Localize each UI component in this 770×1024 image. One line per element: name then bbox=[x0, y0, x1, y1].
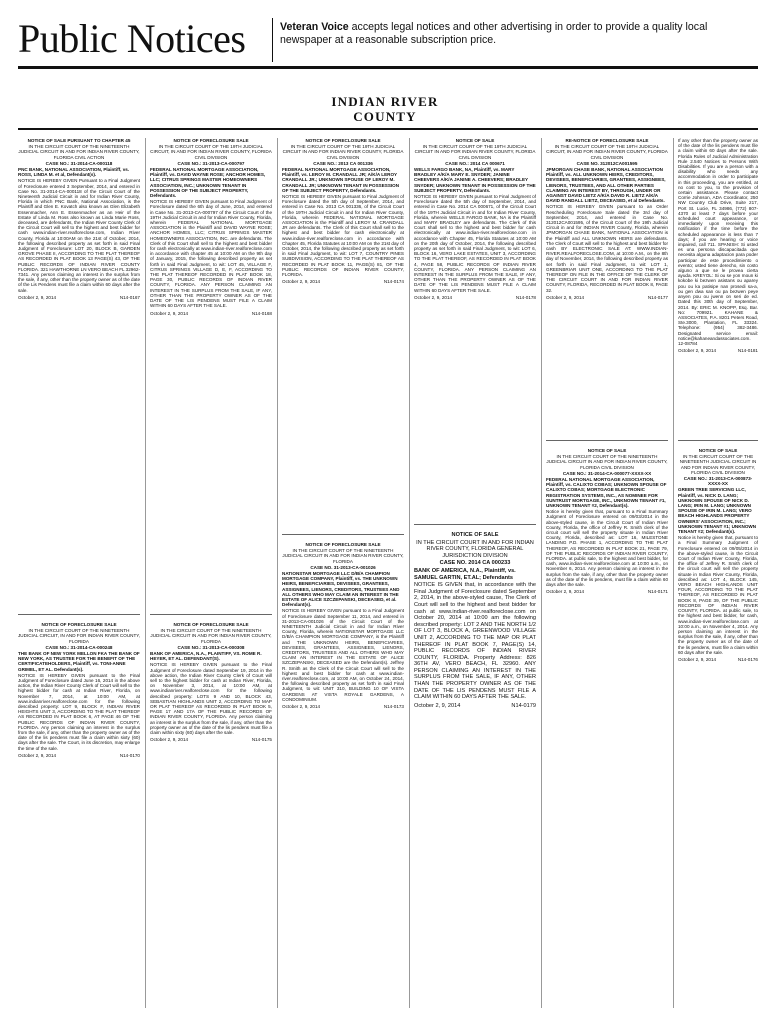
notice-footer bbox=[282, 279, 404, 284]
notice-court: IN THE CIRCUIT COURT OF THE NINETEENTH JUDICIAL CIRCUIT IN AND FOR INDIAN RIVER COUNTY, FLORIDA bbox=[282, 548, 404, 564]
notice-separator bbox=[414, 524, 536, 525]
notice-case-number: CASE NO.: 31-2014-CA-000248 bbox=[45, 644, 113, 650]
notice-court: IN THE CIRCUIT COURT OF THE 19TH JUDICIAL CIRCUIT, IN AND FOR INDIAN RIVER COUNTY, FLORIDA CIVIL DIVISION bbox=[546, 144, 668, 160]
column-4 bbox=[414, 138, 536, 1016]
public-notices-header bbox=[18, 14, 758, 66]
legal-notice bbox=[546, 448, 668, 1012]
header-divider bbox=[272, 18, 273, 62]
notice-separator bbox=[282, 534, 404, 535]
notice-heading: NOTICE OF SALE bbox=[698, 448, 738, 453]
notice-body: NOTICE IS HEREBY GIVEN pursuant to a Final Judgment of Foreclosure dated September 11, 2014, and entered in 31-2013-CA-001026 of the Circuit Court of the NINETEENTH Judicial Circuit in and for Indian River County, Florida, wherein NATIONSTAR MORTGAGE LLC D/B/A CHAMPION MORTGAGE COMPANY, is the Plaintiff and THE UNKNOWN HEIRS, BENEFICIARIES, DEVISEES, GRANTEES, ASSIGNEES, LIENORS, CREDITORS, TRUSTEES AND ALL OTHERS WHO MAY CLAIM AN INTEREST IN THE ESTATE OF ALICE SZCZEPANSKI, DECEASED are the Defendant(s). Jeffrey R. Smith as the Clerk of the Circuit Court will sell to the highest and best bidder for cash at www.indian-river.realforeclose.com, at 10:00 AM, on October 24, 2014, the following described property as set forth in said Final Judgment, to wit: UNIT 310, BUILDING 10 OF VISTA GARDENS AT VISTA ROYALE GARDENS, A CONDOMINIUM. bbox=[282, 608, 404, 702]
notice-footer bbox=[546, 589, 668, 594]
notice-case-number: CASE NO.: 2014 CA 000671 bbox=[445, 160, 505, 166]
notice-case-number: CASE NO.: 31-2014-CA-000077-XXXX-XX bbox=[562, 470, 652, 476]
notice-body: NOTICE IS HEREBY GIVEN pursuant to the Final Judgment of Foreclosure dated September 19, 2014 in the above action, the Indian River County Clerk of Court will sell to the highest bidder for cash at Indian River, Florida, on November 3, 2014, at 10:00 AM, at www.indianriver.realforeclose.com for the following described property: LOTS 9 AND 10, BLOCK 43, SEBASTIAN HIGHLANDS UNIT 2, ACCORDING TO MAP OR PLAT THEREOF AS RECORDED IN PLAT BOOK 5, PAGE 17 AND 17A OF THE PUBLIC RECORDS OF INDIAN RIVER COUNTY, FLORIDA. Any person claiming an interest in the surplus from the sale, if any, other than the property owner as of the date of the lis pendens must file a claim within sixty (60) days after the sale. bbox=[150, 662, 272, 736]
notice-court: IN THE CIRCUIT COURT OF THE NINETEENTH JUDICIAL CIRCUIT IN AND FOR INDIAN RIVER COUNTY, FLORIDA CIVIL DIVISION bbox=[679, 454, 757, 475]
column-3 bbox=[282, 138, 404, 1016]
column-1 bbox=[18, 138, 140, 1016]
notice-body: NOTICE IS HEREBY GIVEN pursuant to an Order Rescheduling Foreclosure Sale dated the 3rd day of September, 2014, and entered in Case No. 312012CA001595, of the Circuit Court of the 19th Judicial Circuit in and for INDIAN RIVER County, Florida, wherein JPMORGAN CHASE BANK, NATIONAL ASSOCIATION is the Plaintiff and ALL UNKNOWN HEIRS are defendants. The Clerk of Court will sell to the highest and best bidder for cash BY ELECTRONIC SALE AT: WWW.INDIAN-RIVER.REALFORECLOSE.COM, at 10:00 A.M., on the 8th day of November, 2014, the following described property as set forth in said Final Judgment, to wit: LOT 1, GREENBRIAR UNIT ONE, ACCORDING TO THE PLAT THEREOF ON FILE IN THE OFFICE OF THE CLERK OF THE CIRCUIT COURT IN AND FOR INDIAN RIVER COUNTY, FLORIDA, RECORDED IN PLAT BOOK 8, PAGE 32. bbox=[546, 204, 668, 293]
section-description bbox=[280, 21, 758, 47]
notice-parties: GREEN TREE SERVICING LLC, Plaintiff, vs. NICK D. LANG; UNKNOWN SPOUSE OF NICK D. LANG; IRIN M. LANG; UNKNOWN SPOUSE OF IRIN M. LANG; VERO BEACH HIGHLANDS PROPERTY OWNERS' ASSOCIATION, INC.; UNKNOWN TENANT #1; UNKNOWN TENANT #2; Defendant(s). bbox=[678, 487, 757, 535]
notice-heading: NOTICE OF FORECLOSURE SALE bbox=[41, 622, 117, 627]
notice-parties: PNC BANK, NATIONAL ASSOCIATION, Plaintiff, vs. ROSS, LINDA M. et al, Defendant(s). bbox=[18, 167, 130, 178]
legal-notice bbox=[18, 138, 140, 608]
section-title: Public Notices bbox=[18, 16, 246, 61]
notice-parties: BANK OF AMERICA, N.A., Plaintiff, vs. SAMUEL GARTIN, ET.AL; Defendants bbox=[414, 567, 516, 581]
notice-id: N14-0170 bbox=[119, 752, 140, 758]
notice-body: NOTICE IS HEREBY GIVEN pursuant to Final Judgment of Foreclosure dated the 5th day of September, 2014, and entered in Case No. 2014 CA 000671, of the Circuit Court of the 19TH Judicial Circuit in and for Indian River County, Florida, wherein WELLS FARGO BANK, NA is the Plaintiff and MARY BRADLEY are defendants. The Clerk of this Court shall sell to the highest and best bidder for cash electronically at www.indian-river.realforeclose.com in accordance with Chapter 45, Florida Statutes at 10:00 AM on the 20th day of October, 2014, the following described property as set forth in said Final Judgment, to wit: LOT 6, BLOCK 16, VERO LAKE ESTATES, UNIT 3, ACCORDING TO THE PLAT THEREOF, AS RECORDED IN PLAT BOOK 4, PAGE 58, PUBLIC RECORDS OF INDIAN RIVER COUNTY, FLORIDA. ANY PERSON CLAIMING AN INTEREST IN THE SURPLUS FROM THE SALE, IF ANY, OTHER THAN THE PROPERTY OWNER AS OF THE DATE OF THE LIS PENDENS MUST FILE A CLAIM WITHIN 60 DAYS AFTER THE SALE. bbox=[414, 194, 536, 293]
notice-heading: NOTICE OF SALE bbox=[455, 138, 495, 143]
notice-heading: NOTICE OF FORECLOSURE SALE bbox=[173, 138, 249, 143]
county-heading-line1: INDIAN RIVER bbox=[331, 94, 439, 109]
notice-run-dates: October 2, 9, 2014 bbox=[18, 752, 57, 758]
notice-heading: NOTICE OF FORECLOSURE SALE bbox=[173, 622, 249, 627]
notice-separator bbox=[546, 440, 668, 441]
column-divider bbox=[277, 138, 278, 1008]
notice-id: N14-0181 bbox=[737, 348, 758, 354]
column-2 bbox=[150, 138, 272, 1016]
legal-notice bbox=[546, 138, 668, 434]
notice-body: NOTICE IS GIVEN that, in accordance with the Final Judgment of Foreclosure dated September 2, 2014, in the above-styled cause, The Clerk of Court will sell to the highest and best bidder for cash at www.indian-river.realforeclose.com on October 20, 2014 at 10:00 am the following described property: LOT 2 AND THE NORTH 1/2 OF LOT 3, BLOCK A, GREENWOOD VILLAGE UNIT 2, ACCORDING TO THE MAP OR PLAT THEREOF IN PLAT BOOK 7, PAGE(S) 14, PUBLIC RECORDS OF INDIAN RIVER COUNTY, FLORIDA. Property Address: 826 36TH AV, VERO BEACH, FL 32960. ANY PERSON CLAIMING AN INTEREST IN THE SURPLUS FROM THE SALE, IF ANY, OTHER THAN THE PROPERTY OWNER AS OF THE DATE OF THE LIS PENDENS MUST FILE A CLAIM WITHIN 60 DAYS AFTER THE SALE. bbox=[414, 582, 536, 701]
notice-parties: THE BANK OF NEW YORK MELLON FKA THE BANK OF NEW YORK, AS TRUSTEE FOR THE BENEFIT OF THE CERTIFICATEHOLDERS, Plaintiff, vs. TONI-ANNE GRIMEL, ET AL. Defendant(s). bbox=[18, 651, 140, 672]
notice-id: N14-0173 bbox=[383, 704, 404, 710]
notice-case-number: CASE NO. 312012CA001595 bbox=[576, 160, 638, 166]
notice-footer bbox=[150, 737, 272, 742]
notice-court: IN THE CIRCUIT COURT IN AND FOR INDIAN RIVER COUNTY, FLORIDA GENERAL JURISDICTION DIVISION bbox=[416, 539, 534, 559]
notice-body: NOTICE IS HEREBY GIVEN pursuant to the Final Judgment of Foreclosure dated June 16, 2014 in the above action, the Indian River County Clerk of Court will sell to the highest bidder for cash at Indian River, Florida, on November 7, 2014, at 10:00 AM, at www.indianriver.realforeclose.com for the following described property: LOT 9, BLOCK F, INDIAN RIVER HEIGHTS UNIT 3, ACCORDING TO THE PLAT THEREOF AS RECORDED IN PLAT BOOK 6, AT PAGE 46 OF THE PUBLIC RECORDS OF INDIAN RIVER COUNTY, FLORIDA. Any person claiming an interest in the surplus from the sale, if any, other than the property owner as of the date of the lis pendens must file a claim within sixty (60) days after the sale. The Court, in its discretion, may enlarge the time of the sale. bbox=[18, 672, 140, 751]
notice-footer bbox=[282, 704, 404, 709]
notice-id: N14-0179 bbox=[511, 702, 536, 709]
legal-notice bbox=[18, 622, 140, 1012]
notice-run-dates: October 2, 9, 2014 bbox=[150, 737, 189, 743]
notice-footer bbox=[678, 657, 758, 662]
legal-notice bbox=[678, 448, 758, 1012]
column-divider bbox=[145, 138, 146, 1008]
notice-run-dates: October 2, 9, 2014 bbox=[414, 294, 453, 300]
notice-heading: NOTICE OF FORECLOSURE SALE bbox=[305, 138, 381, 143]
notice-run-dates: October 2, 9, 2014 bbox=[678, 656, 717, 662]
notice-separator bbox=[150, 614, 272, 615]
notice-id: N14-0175 bbox=[251, 737, 272, 743]
legal-notice bbox=[282, 542, 404, 1012]
notice-id: N14-0177 bbox=[647, 294, 668, 300]
notice-run-dates: October 2, 9, 2014 bbox=[150, 310, 189, 316]
column-divider bbox=[409, 138, 410, 1008]
column-5 bbox=[546, 138, 668, 1016]
notice-parties: FEDERAL NATIONAL MORTGAGE ASSOCIATION, Plaintiff, vs. CALIXTO COBAS; UNKNOWN SPOUSE OF CALIXTO COBAS; MORTGAGE ELECTRONIC REGISTRATION SYSTEMS, INC., AS NOMINEE FOR SUNTRUST MORTGAGE, INC., UNKNOWN TENANT #1, UNKNOWN TENANT #2, Defendant(s). bbox=[546, 477, 667, 509]
notice-parties: WELLS FARGO BANK, NA, Plaintiff, vs. MARY BRADLEY A/K/A MARY E. SNYDER; JANINE CHEEVERS A/K/A JANINE A. CHEEVERS; BRADLEY SNYDER; UNKNOWN TENANT IN POSSESSION OF THE SUBJECT PROPERTY, Defendants. bbox=[414, 167, 536, 193]
notice-heading: NOTICE OF SALE bbox=[587, 448, 627, 453]
notice-parties: BANK OF AMERICA, N.A., PLAINTIFF, VS. ROME R. HEYER, ET AL. DEFENDANT(S). bbox=[150, 651, 262, 662]
notice-id: N14-0171 bbox=[647, 589, 668, 595]
notice-parties: NATIONSTAR MORTGAGE LLC D/B/A CHAMPION MORTGAGE COMPANY, Plaintiff, vs. THE UNKNOWN HEIRS, BENEFICIARIES, DEVISEES, GRANTEES, ASSIGNEES, LIENORS, CREDITORS, TRUSTEES AND ALL OTHERS WHO MAY CLAIM AN INTEREST IN THE ESTATE OF ALICE SZCZEPANSKI, DECEASED, et al. Defendant(s). bbox=[282, 571, 400, 608]
description-text: accepts legal notices and other advertising in order to provide a quality local newspaper at a reasonable subscription price. bbox=[280, 21, 708, 46]
column-6 bbox=[678, 138, 758, 1016]
notice-footer bbox=[150, 311, 272, 316]
county-heading-line2: COUNTY bbox=[353, 109, 417, 124]
notice-court: IN THE CIRCUIT COURT OF THE NINETEENTH JUDICIAL CIRCUIT IN AND FOR INDIAN RIVER COUNTY, FLORIDA bbox=[150, 628, 272, 644]
notice-body: NOTICE IS HEREBY GIVEN pursuant to Final Judgment of Foreclosure dated the 5th day of September, 2014, and entered in Case No. 2013 CA 001336, of the Circuit Court of the 19TH Judicial Circuit in and for Indian River County, Florida, wherein FEDERAL NATIONAL MORTGAGE ASSOCIATION is the Plaintiff and LEROY M. CRANDALL JR are defendants. The Clerk of this Court shall sell to the highest and best bidder for cash electronically at www.indian-river.realforeclose.com in accordance with Chapter 45, Florida Statutes at 10:00 AM on the 21st day of October, 2014, the following described property as set forth in said Final Judgment, to wit: LOT 7, COUNTRY PINES SUBDIVISION, ACCORDING TO THE PLAT THEREOF AS RECORDED IN PLAT BOOK 11, PAGE(S) 81, OF THE PUBLIC RECORDS OF INDIAN RIVER COUNTY, FLORIDA. bbox=[282, 194, 404, 278]
notice-heading: RE-NOTICE OF FORECLOSURE SALE bbox=[565, 138, 649, 143]
notice-court: IN THE CIRCUIT COURT OF THE 19TH JUDICIAL CIRCUIT IN AND FOR INDIAN RIVER COUNTY, FLORIDA CIVIL DIVISION bbox=[282, 144, 404, 160]
notice-footer bbox=[18, 753, 140, 758]
header-rule bbox=[18, 66, 758, 69]
notice-run-dates: October 2, 9, 2014 bbox=[546, 589, 585, 595]
notice-body: Notice is hereby given that, pursuant to a Final Summary Judgment of Foreclosure entered on 09/03/2014 in the above-styled cause, in the Circuit Court of Indian River County, Florida, the office of Jeffrey R. Smith clerk of the circuit court will sell the property situate in Indian River County, Florida, described as: LOT 16, MILESTONE LANDING P.D. PHASE 1, ACCORDING TO THE PLAT THEREOF, AS RECORDED IN PLAT BOOK 21, PAGE 79, OF THE PUBLIC RECORDS OF INDIAN RIVER COUNTY, FLORIDA. at public sale, to the highest and best bidder, for cash, www.indian-river.realforeclose.com at 10:00 a.m., on November 6, 2014. Any person claiming an interest in the surplus from the sale, if any, other than the property owner as of the date of the lis pendens, must file a claim within 60 days after the sale. bbox=[546, 509, 668, 588]
notice-run-dates: October 2, 9, 2014 bbox=[282, 704, 321, 710]
notice-footer bbox=[546, 295, 668, 300]
notice-footer bbox=[678, 348, 758, 353]
notice-footer bbox=[414, 703, 536, 710]
notice-footer bbox=[18, 295, 140, 300]
notice-run-dates: October 2, 9, 2014 bbox=[678, 348, 717, 354]
notice-separator bbox=[18, 614, 140, 615]
notice-id: N14-0167 bbox=[119, 294, 140, 300]
notice-body: If any other than the property owner as of the date of the lis pendens must file a claim within 60 days after the sale. Florida Rules of Judicial Administration Rule 2.540 Notices to Persons With Disabilities. If you are a person with a disability who needs any accommodation in order to participate in this proceeding, you are entitled, at no cost to you, to the provision of certain assistance. Please contact Corrie Johnson, ADA Coordinator, 250 NW Country Club Drive, Suite 217, Port St. Lucie, FL 34986, (772) 807-4370 at least 7 days before your scheduled court appearance, or immediately upon receiving this notification if the time before the scheduled appearance is less than 7 days; if you are hearing or voice impaired, call 711. SPANISH: Si usted es una persona discapacitada que necesita alguna adaptacion para poder participar de este procedimiento o evento; usted tiene derecho, sin costo alguno a que se le provea cierta ayuda. KREYOL: Si ou se yon moun ki kokobe ki bezwen asistans ou aparey pou ou ka patisipe nan prosedi sa-a, ou gen dwa san ou pa bezwen peye anyen pou ou jwenn on seri de ed. Dated this 30th day of September, 2014. By: ERIC M. KNOPP, Esq. Bar. No: 709921. KAHANE & ASSOCIATES, P.A. 8201 Peters Road, Ste.3000, Plantation, FL 33324. Telephone: (954) 382-3486. Designated service email: notice@kahaneandassociates.com. 12-08784 bbox=[678, 138, 758, 346]
legal-notice bbox=[414, 138, 536, 518]
notice-case-number: CASE NO. 31-2013-CA-001026 bbox=[310, 564, 376, 570]
notice-case-number: CASE NO. 2014 CA 000233 bbox=[439, 560, 511, 567]
notice-id: N14-0174 bbox=[383, 279, 404, 285]
notice-footer bbox=[414, 295, 536, 300]
notice-body: NOTICE IS HEREBY GIVEN Pursuant to a Final Judgment of Foreclosure entered 3 September, 2014, and entered in Case No. 31-2014-CA-000118 of the Circuit Court of the Nineteenth Judicial Circuit in and for Indian River County, Florida in which PNC Bank, National Association, is the Plaintiff and Glen E. Kovatch also known as Glen Elizabeth Essenmacher, Ann E. Essenmacher as an Heir of the Estate of Linda M. Ross also known as Linda Marie Ross, deceased, are defendants, the Indian River County Clerk of the Circuit Court will sell to the highest and best bidder for cash www.indian-river.realforeclose.com, Indian River County, Florida at 10:00AM on the 21st of October, 2014, the following described property as set forth in said Final Judgment of Foreclosure: LOT 20, BLOCK B, GARDEN GROVE PHASE II, ACCORDING TO THE PLAT THEREOF AS RECORDED IN PLAT BOOK 13 PAGE(S) 43, OF THE PUBLIC RECORDS OF INDIAN RIVER COUNTY FLORIDA. 321 HAWTHORNE LN VERO BEACH FL 32962-7341. Any person claiming an interest in the surplus from the sale, if any, other than the property owner as of the date of the Lis Pendens must file a claim within 60 days after the sale. bbox=[18, 178, 140, 293]
notice-court: IN THE CIRCUIT COURT OF THE 19TH JUDICIAL CIRCUIT IN AND FOR INDIAN RIVER COUNTY, FLORIDA CIVIL DIVISION bbox=[414, 144, 536, 160]
notice-run-dates: October 2, 9, 2014 bbox=[282, 279, 321, 285]
notice-case-number: CASE NO.: 31-2013-CA-000873-XXXX-XX bbox=[683, 476, 753, 487]
notice-run-dates: October 2, 9, 2014 bbox=[414, 702, 461, 709]
notice-id: N14-0176 bbox=[737, 656, 758, 662]
notice-case-number: CASE NO.: 2013 CA 001336 bbox=[313, 160, 373, 166]
notice-case-number: CASE NO.: 31-2013-CA-000797 bbox=[177, 160, 245, 166]
notice-run-dates: October 2, 9, 2014 bbox=[18, 294, 57, 300]
notice-id: N14-0168 bbox=[251, 310, 272, 316]
notice-heading: NOTICE OF SALE PURSUANT TO CHAPTER 45 bbox=[27, 138, 131, 143]
notice-case-number: CASE NO.: 31-2013-CA-000308 bbox=[177, 644, 245, 650]
legal-notice bbox=[150, 622, 272, 1012]
notice-court: IN THE CIRCUIT COURT OF THE NINETEENTH JUDICIAL CIRCUIT, IN AND FOR INDIAN RIVER COUNTY, FLORIDA bbox=[18, 628, 140, 644]
notice-parties: FEDERAL NATIONAL MORTGAGE ASSOCIATION, Plaintiff, vs. DAVID WAYNE ROSE; ANCHOR HOMES, LLC; CITRUS SPRINGS MASTER HOMEOWNERS ASSOCIATION, INC.; UNKNOWN TENANT IN POSSESSION OF THE SUBJECT PROPERTY, Defendants. bbox=[150, 167, 266, 199]
column-divider bbox=[673, 138, 674, 1008]
notice-body: Notice is hereby given that, pursuant to a Final Summary Judgment of Foreclosure entered on 09/05/2014 in the above-styled cause, in the Circuit Court of Indian River County, Florida, the office of Jeffrey R. Smith clerk of the circuit court will sell the property situate in Indian River County, Florida, described as: LOT 4, BLOCK 145, VERO BEACH HIGHLANDS UNIT FOUR, ACCORDING TO THE PLAT THEREOF, AS RECORDED IN PLAT BOOK 8, PAGE 39, OF THE PUBLIC RECORDS OF INDIAN RIVER COUNTY, FLORIDA. at public sale, to the highest and best bidder, for cash, www.indian-river.realforeclose.com at 10:00 a.m., on November 4, 2014. Any person claiming an interest in the surplus from the sale, if any, other than the property owner as of the date of the lis pendens, must file a claim within 60 days after the sale. bbox=[678, 535, 758, 655]
legal-notice bbox=[414, 532, 536, 1012]
notice-case-number: CASE NO.: 31-2014-CA-000118 bbox=[45, 160, 113, 166]
notice-id: N14-0178 bbox=[515, 294, 536, 300]
notice-parties: JPMORGAN CHASE BANK, NATIONAL ASSOCIATION Plaintiff, vs. ALL UNKNOWN HEIRS, CREDITORS, DEVISEES, BENEFICIARIES, GRANTEES, ASSIGNEES, LIENORS, TRUSTEES, AND ALL OTHER PARTIES CLAIMING AN INTEREST BY, THROUGH, UNDER OR AGAINST DAVID LIETZ A/K/A DAVID R. LIETZ A/K/A DAVID RANDALL LIETZ, DECEASED, et al Defendants. bbox=[546, 167, 666, 204]
notice-court: IN THE CIRCUIT COURT OF THE 19TH JUDICIAL CIRCUIT, IN AND FOR INDIAN RIVER COUNTY, FLORIDA CIVIL DIVISION bbox=[150, 144, 272, 160]
column-divider bbox=[541, 138, 542, 1008]
notice-heading: NOTICE OF FORECLOSURE SALE bbox=[305, 542, 381, 547]
notice-run-dates: October 2, 9, 2014 bbox=[546, 294, 585, 300]
county-rule bbox=[18, 128, 758, 130]
notice-parties: FEDERAL NATIONAL MORTGAGE ASSOCIATION, Plaintiff, vs. LEROY M. CRANDALL JR; A/K/A LEROY CRANDALL JR.; UNKNOWN SPOUSE OF LEROY M. CRANDALL JR; UNKNOWN TENANT IN POSSESSION OF THE SUBJECT PROPERTY, Defendants. bbox=[282, 167, 400, 193]
notice-body: NOTICE IS HEREBY GIVEN pursuant to Final Judgment of Foreclosure dated the 6th day of June, 2014, and entered in Case No. 31-2013-CA-000797 of the Circuit Court of the 19TH Judicial Circuit in and for Indian River County, Florida, wherein FEDERAL NATIONAL MORTGAGE ASSOCIATION is the Plaintiff and DAVID WAYNE ROSE; ANCHOR HOMES, LLC; CITRUS SPRINGS MASTER HOMEOWNERS ASSOCIATION, INC. are defendants. The Clerk of this Court shall sell to the highest and best bidder for cash electronically at www.indian-river.realforeclose.com in accordance with chapter 45 at 10:00 AM on the 9th day of January, 2015, the following described property as set forth in said Final Judgment, to wit: LOT 45, VILLAGE F, CITRUS SPRINGS VILLAGE D, E, F, ACCORDING TO THE PLAT THEREOF RECORDED IN PLAT BOOK 18, PAGE 30, PUBLIC RECORDS OF INDIAN RIVER COUNTY, FLORIDA. ANY PERSON CLAIMING AN INTEREST IN THE SURPLUS FROM THE SALE, IF ANY, OTHER THAN THE PROPERTY OWNER AS OF THE DATE OF THE LIS PENDENS MUST FILE A CLAIM WITHIN 60 DAYS AFTER THE SALE. bbox=[150, 199, 272, 309]
legal-notice bbox=[678, 138, 758, 434]
notice-court: IN THE CIRCUIT COURT OF THE NINETEENTH JUDICIAL CIRCUIT IN AND FOR INDIAN RIVER COUNTY, FLORIDA CIVIL ACTION bbox=[18, 144, 140, 160]
notice-heading: NOTICE OF SALE bbox=[451, 532, 499, 538]
notice-separator bbox=[678, 440, 758, 441]
legal-notice bbox=[282, 138, 404, 528]
publication-name: Veteran Voice bbox=[280, 21, 349, 33]
notice-court: IN THE CIRCUIT COURT OF THE NINETEENTH JUDICIAL CIRCUIT IN AND FOR INDIAN RIVER COUNTY, FLORIDA CIVIL DIVISION bbox=[546, 454, 668, 470]
legal-notice bbox=[150, 138, 272, 608]
